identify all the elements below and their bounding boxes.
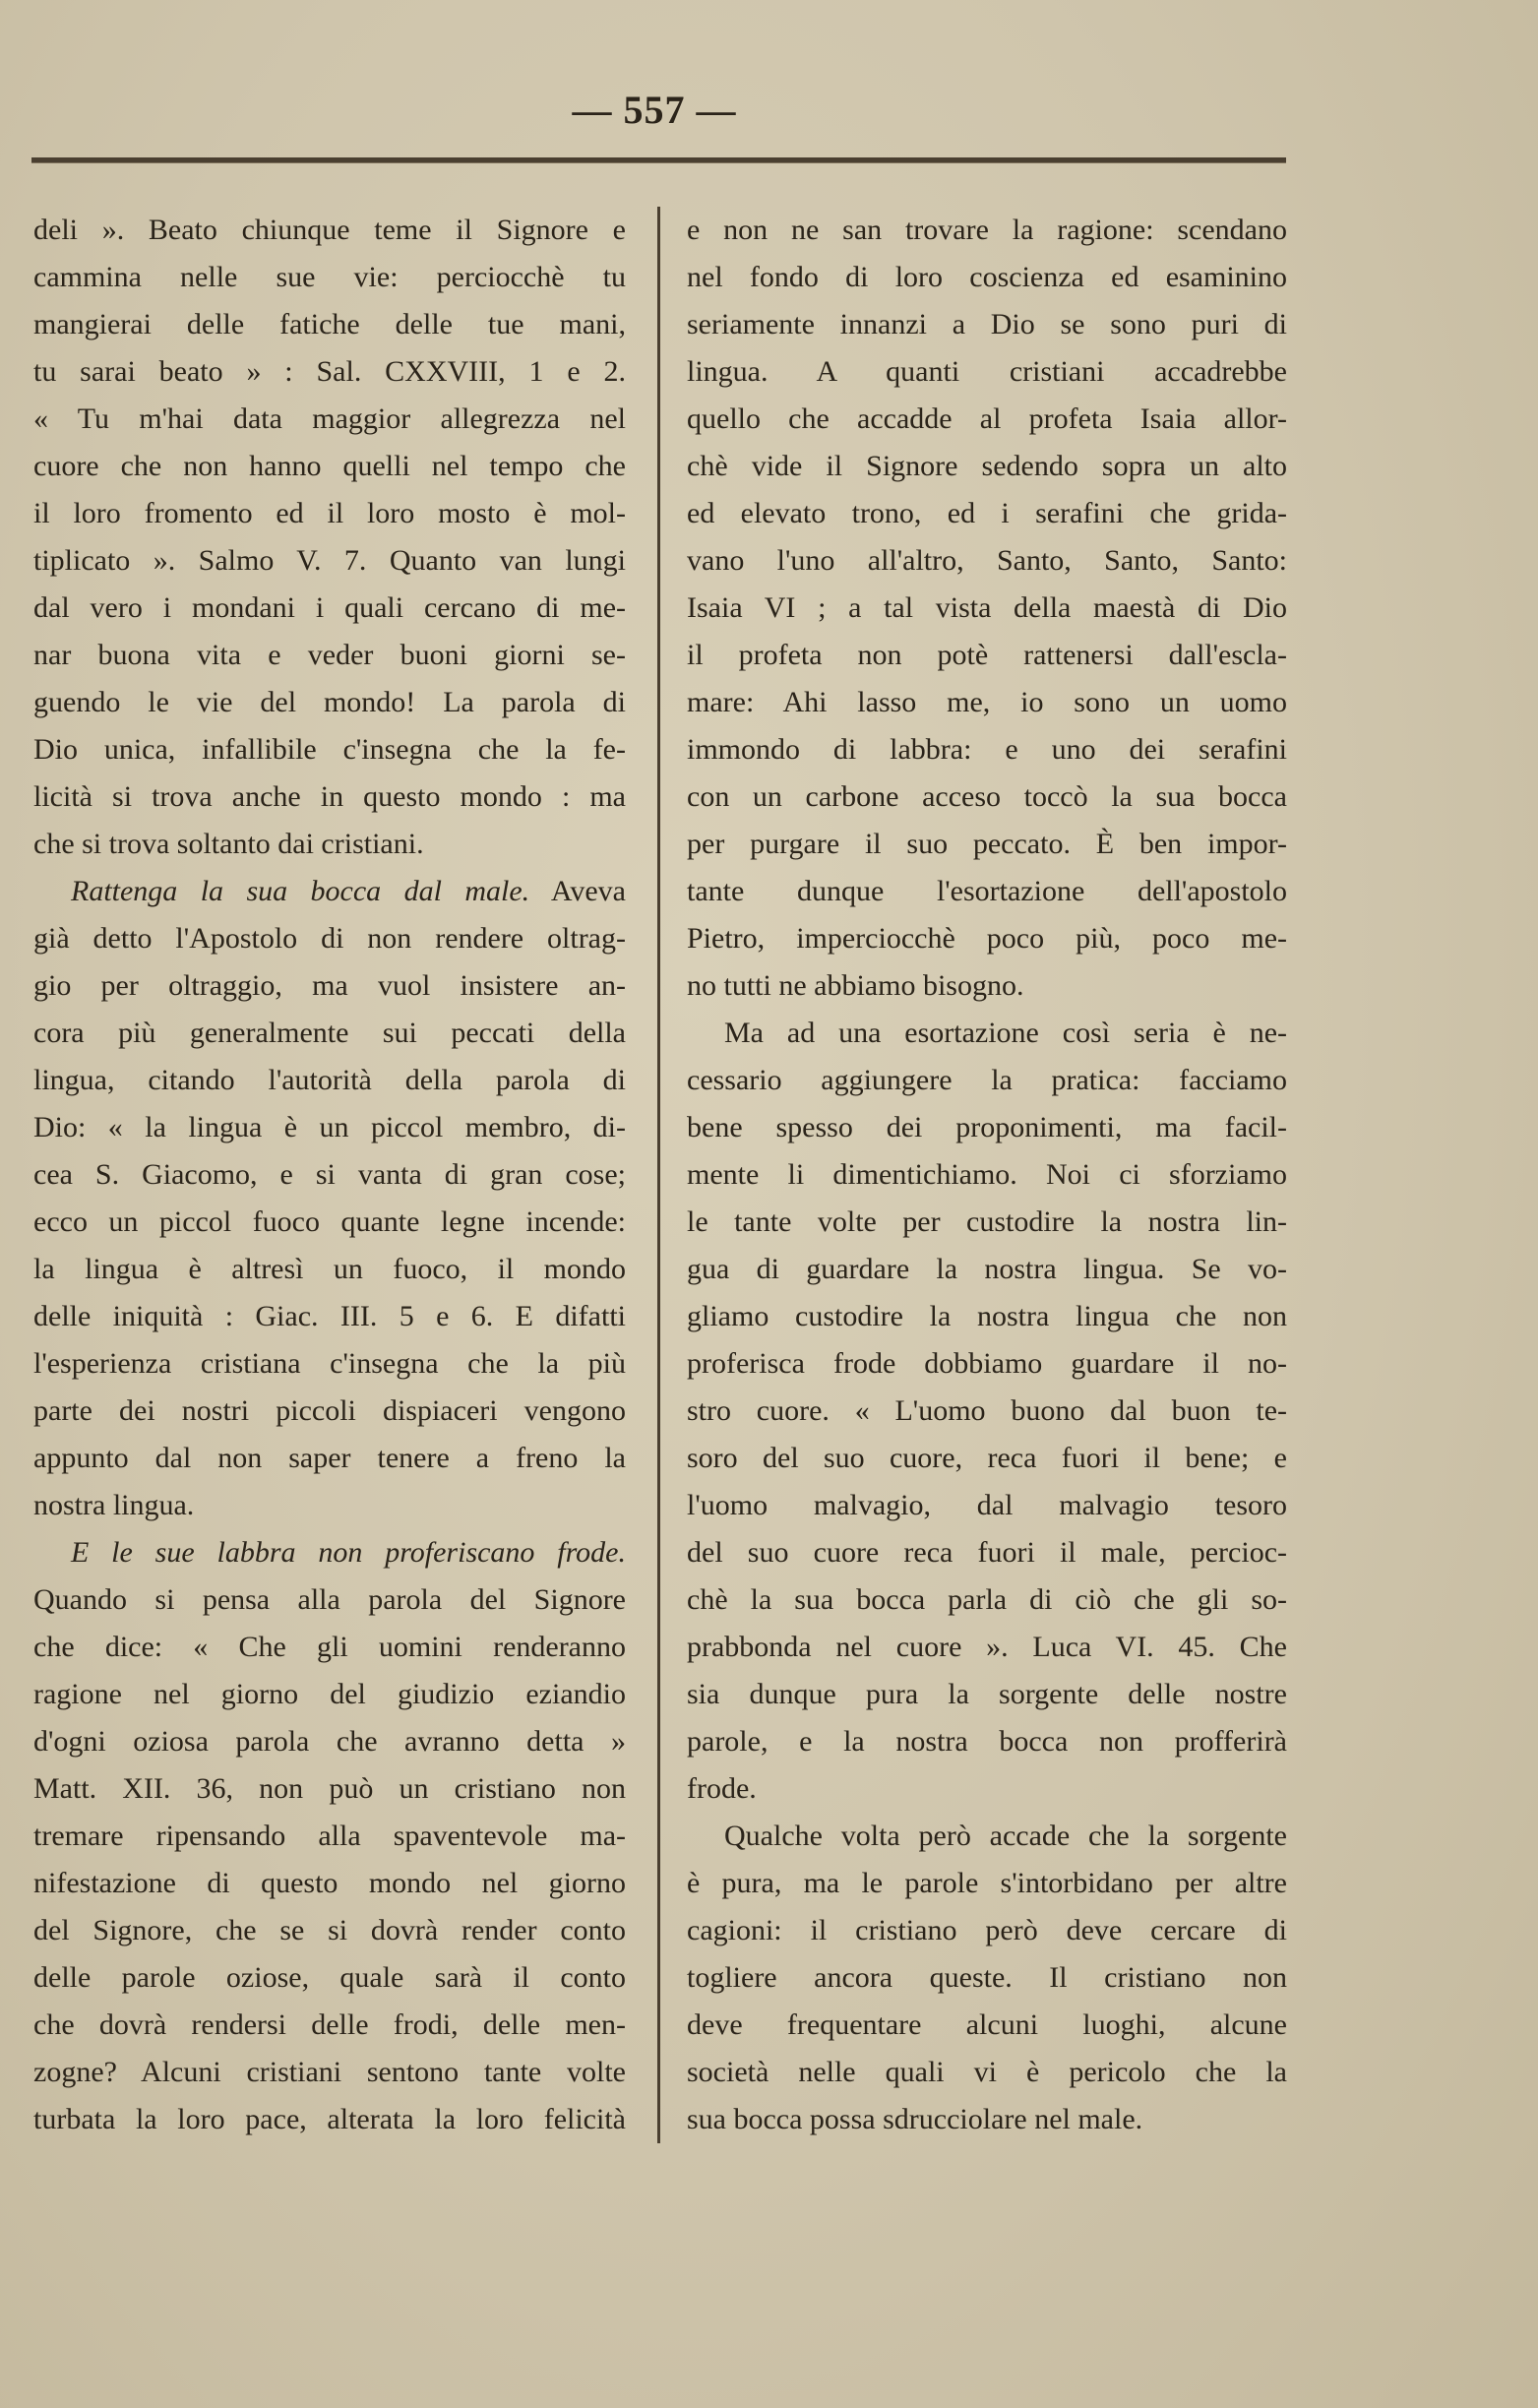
text-line: [33, 1482, 626, 1529]
text-span: delle parole oziose, quale sarà il conto: [33, 1961, 626, 1994]
text-line: [33, 1388, 626, 1435]
text-line: [33, 1813, 626, 1860]
text-line: [33, 1718, 626, 1765]
text-line: [687, 868, 1287, 915]
text-line: [687, 443, 1287, 490]
text-line: [33, 915, 626, 962]
text-span: mangierai delle fatiche delle tue mani,: [33, 308, 626, 340]
text-line: [33, 2049, 626, 2096]
text-line: [33, 1057, 626, 1104]
text-line: [687, 962, 1287, 1010]
text-span: frode.: [687, 1772, 757, 1805]
text-line: [687, 2096, 1287, 2143]
text-span: bene spesso dei proponimenti, ma facil-: [687, 1111, 1287, 1143]
text-line: [33, 773, 626, 821]
text-line: [687, 254, 1287, 301]
text-span: togliere ancora queste. Il cristiano non: [687, 1961, 1287, 1994]
text-span: tiplicato ». Salmo V. 7. Quanto van lungi: [33, 544, 626, 577]
text-line: [687, 726, 1287, 773]
text-span: tremare ripensando alla spaventevole ma-: [33, 1820, 626, 1852]
text-span: guendo le vie del mondo! La parola di: [33, 686, 626, 718]
text-span: del Signore, che se si dovrà render conto: [33, 1914, 626, 1946]
text-line: [687, 1340, 1287, 1388]
text-line: [33, 1765, 626, 1813]
text-line: [33, 207, 626, 254]
text-line: [33, 962, 626, 1010]
text-line: [33, 1340, 626, 1388]
text-span: mente li dimentichiamo. Noi ci sforziamo: [687, 1158, 1287, 1191]
text-span: delle iniquità : Giac. III. 5 e 6. E difatti: [33, 1300, 626, 1332]
text-line: [33, 726, 626, 773]
text-line: [687, 1482, 1287, 1529]
text-line: [687, 348, 1287, 396]
text-line: [687, 1954, 1287, 2002]
text-span: è pura, ma le parole s'intorbidano per altre: [687, 1867, 1287, 1899]
text-span: l'uomo malvagio, dal malvagio tesoro: [687, 1489, 1287, 1521]
text-line: [33, 1907, 626, 1954]
text-line: [33, 632, 626, 679]
text-span: cea S. Giacomo, e si vanta di gran cose;: [33, 1158, 626, 1191]
text-span: Ma ad una esortazione così seria è ne-: [724, 1017, 1287, 1049]
text-line: [33, 396, 626, 443]
text-line: [687, 2002, 1287, 2049]
text-span: Qualche volta però accade che la sorgente: [724, 1820, 1287, 1852]
text-span: vano l'uno all'altro, Santo, Santo, Santo:: [687, 544, 1287, 577]
text-line: [687, 1529, 1287, 1576]
text-line: [687, 1624, 1287, 1671]
text-line: [33, 2002, 626, 2049]
text-span: Quando si pensa alla parola del Signore: [33, 1583, 626, 1616]
text-span: cagioni: il cristiano però deve cercare di: [687, 1914, 1287, 1946]
text-span: Matt. XII. 36, non può un cristiano non: [33, 1772, 626, 1805]
text-span: cora più generalmente sui peccati della: [33, 1017, 626, 1049]
text-line: [687, 679, 1287, 726]
text-span: appunto dal non saper tenere a freno la: [33, 1442, 626, 1474]
text-span: per purgare il suo peccato. È ben impor-: [687, 828, 1287, 860]
text-span: deli ». Beato chiunque teme il Signore e: [33, 214, 626, 246]
text-span: Isaia VI ; a tal vista della maestà di Dio: [687, 591, 1287, 624]
text-span: parte dei nostri piccoli dispiaceri vengono: [33, 1394, 626, 1427]
text-line: [33, 490, 626, 537]
text-line: [33, 537, 626, 585]
text-span: Dio unica, infallibile c'insegna che la fe-: [33, 733, 626, 766]
header-rule: [31, 157, 1286, 163]
text-span: ragione nel giorno del giudizio eziandio: [33, 1678, 626, 1710]
text-span: che dovrà rendersi delle frodi, delle men-: [33, 2008, 626, 2041]
text-line: [33, 1151, 626, 1199]
text-line: [33, 585, 626, 632]
right-column: [687, 207, 1287, 2143]
text-span: turbata la loro pace, alterata la loro felicità: [33, 2103, 626, 2135]
text-span: ed elevato trono, ed i serafini che grida-: [687, 497, 1287, 529]
text-span: chè la sua bocca parla di ciò che gli so-: [687, 1583, 1287, 1616]
text-span: licità si trova anche in questo mondo : ma: [33, 780, 626, 813]
text-line: [687, 915, 1287, 962]
text-line: [687, 773, 1287, 821]
text-span: nifestazione di questo mondo nel giorno: [33, 1867, 626, 1899]
text-line: [33, 1860, 626, 1907]
text-line: [687, 396, 1287, 443]
text-line: [33, 868, 626, 915]
text-line: [33, 1624, 626, 1671]
text-span: prabbonda nel cuore ». Luca VI. 45. Che: [687, 1631, 1287, 1663]
text-line: [33, 1529, 626, 1576]
text-span: d'ogni oziosa parola che avranno detta »: [33, 1725, 626, 1758]
text-span: sia dunque pura la sorgente delle nostre: [687, 1678, 1287, 1710]
text-line: [687, 490, 1287, 537]
text-span: immondo di labbra: e uno dei serafini: [687, 733, 1287, 766]
text-span: nostra lingua.: [33, 1489, 195, 1521]
text-line: [33, 1435, 626, 1482]
text-line: [687, 207, 1287, 254]
text-span: che dice: « Che gli uomini renderanno: [33, 1631, 626, 1663]
text-line: [33, 2096, 626, 2143]
text-line: [687, 1151, 1287, 1199]
text-span: chè vide il Signore sedendo sopra un alto: [687, 450, 1287, 482]
text-span: parole, e la nostra bocca non profferirà: [687, 1725, 1287, 1758]
text-line: [33, 348, 626, 396]
text-line: [687, 585, 1287, 632]
text-span: cuore che non hanno quelli nel tempo che: [33, 450, 626, 482]
text-line: [33, 254, 626, 301]
text-span: nel fondo di loro coscienza ed esaminino: [687, 261, 1287, 293]
text-line: [33, 301, 626, 348]
text-line: [33, 1576, 626, 1624]
text-line: [33, 821, 626, 868]
text-span: nar buona vita e veder buoni giorni se-: [33, 639, 626, 671]
text-span: la lingua è altresì un fuoco, il mondo: [33, 1253, 626, 1285]
text-line: [687, 1718, 1287, 1765]
text-span: Aveva: [529, 875, 626, 907]
text-span: lingua. A quanti cristiani accadrebbe: [687, 355, 1287, 388]
text-line: [33, 1954, 626, 2002]
text-span: cessario aggiungere la pratica: facciamo: [687, 1064, 1287, 1096]
text-span: no tutti ne abbiamo bisogno.: [687, 969, 1024, 1002]
text-line: [687, 1907, 1287, 1954]
text-line: [33, 1671, 626, 1718]
text-span: deve frequentare alcuni luoghi, alcune: [687, 2008, 1287, 2041]
text-span: stro cuore. « L'uomo buono dal buon te-: [687, 1394, 1287, 1427]
text-span: mare: Ahi lasso me, io sono un uomo: [687, 686, 1287, 718]
text-span: tante dunque l'esortazione dell'apostolo: [687, 875, 1287, 907]
text-line: [687, 301, 1287, 348]
text-span: del suo cuore reca fuori il male, percioc-: [687, 1536, 1287, 1569]
text-span: sua bocca possa sdrucciolare nel male.: [687, 2103, 1143, 2135]
text-line: [33, 1293, 626, 1340]
text-line: [33, 443, 626, 490]
text-line: [33, 679, 626, 726]
text-span: cammina nelle sue vie: perciocchè tu: [33, 261, 626, 293]
text-line: [687, 1860, 1287, 1907]
text-line: [33, 1246, 626, 1293]
text-span: « Tu m'hai data maggior allegrezza nel: [33, 402, 626, 435]
text-span: il loro fromento ed il loro mosto è mol-: [33, 497, 626, 529]
text-span: e non ne san trovare la ragione: scendano: [687, 214, 1287, 246]
text-line: [687, 1293, 1287, 1340]
text-span: dal vero i mondani i quali cercano di me-: [33, 591, 626, 624]
text-span: che si trova soltanto dai cristiani.: [33, 828, 424, 860]
text-line: [33, 1010, 626, 1057]
text-line: [687, 1576, 1287, 1624]
text-line: [687, 1057, 1287, 1104]
text-span: soro del suo cuore, reca fuori il bene; e: [687, 1442, 1287, 1474]
text-span: Pietro, imperciocchè poco più, poco me-: [687, 922, 1287, 955]
text-line: [33, 1199, 626, 1246]
text-span: già detto l'Apostolo di non rendere oltrag-: [33, 922, 626, 955]
text-span: ecco un piccol fuoco quante legne incende:: [33, 1205, 626, 1238]
column-divider: [657, 207, 660, 2143]
text-span: le tante volte per custodire la nostra lin-: [687, 1205, 1287, 1238]
text-line: [687, 632, 1287, 679]
text-line: [687, 1765, 1287, 1813]
text-span: quello che accadde al profeta Isaia allor-: [687, 402, 1287, 435]
text-line: [687, 821, 1287, 868]
text-span: gliamo custodire la nostra lingua che non: [687, 1300, 1287, 1332]
text-span: il profeta non potè rattenersi dall'escla-: [687, 639, 1287, 671]
text-span: Dio: « la lingua è un piccol membro, di-: [33, 1111, 626, 1143]
text-span: seriamente innanzi a Dio se sono puri di: [687, 308, 1287, 340]
text-line: [687, 1435, 1287, 1482]
text-span: società nelle quali vi è pericolo che la: [687, 2056, 1287, 2088]
page-number: — 557 —: [572, 88, 737, 132]
text-line: [687, 1246, 1287, 1293]
text-line: [687, 537, 1287, 585]
text-span: gio per oltraggio, ma vuol insistere an-: [33, 969, 626, 1002]
text-line: [687, 1388, 1287, 1435]
text-line: [687, 2049, 1287, 2096]
text-line: [687, 1010, 1287, 1057]
text-span: zogne? Alcuni cristiani sentono tante volte: [33, 2056, 626, 2088]
text-span: proferisca frode dobbiamo guardare il no-: [687, 1347, 1287, 1380]
italic-text-span: E le sue labbra non proferiscano frode.: [71, 1536, 626, 1569]
text-span: l'esperienza cristiana c'insegna che la più: [33, 1347, 626, 1380]
text-span: con un carbone acceso toccò la sua bocca: [687, 780, 1287, 813]
text-line: [687, 1104, 1287, 1151]
text-line: [687, 1199, 1287, 1246]
text-line: [33, 1104, 626, 1151]
text-line: [687, 1813, 1287, 1860]
text-span: tu sarai beato » : Sal. CXXVIII, 1 e 2.: [33, 355, 626, 388]
text-line: [687, 1671, 1287, 1718]
text-span: gua di guardare la nostra lingua. Se vo-: [687, 1253, 1287, 1285]
text-span: lingua, citando l'autorità della parola di: [33, 1064, 626, 1096]
italic-text-span: Rattenga la sua bocca dal male.: [71, 875, 530, 907]
left-column: [33, 207, 626, 2143]
